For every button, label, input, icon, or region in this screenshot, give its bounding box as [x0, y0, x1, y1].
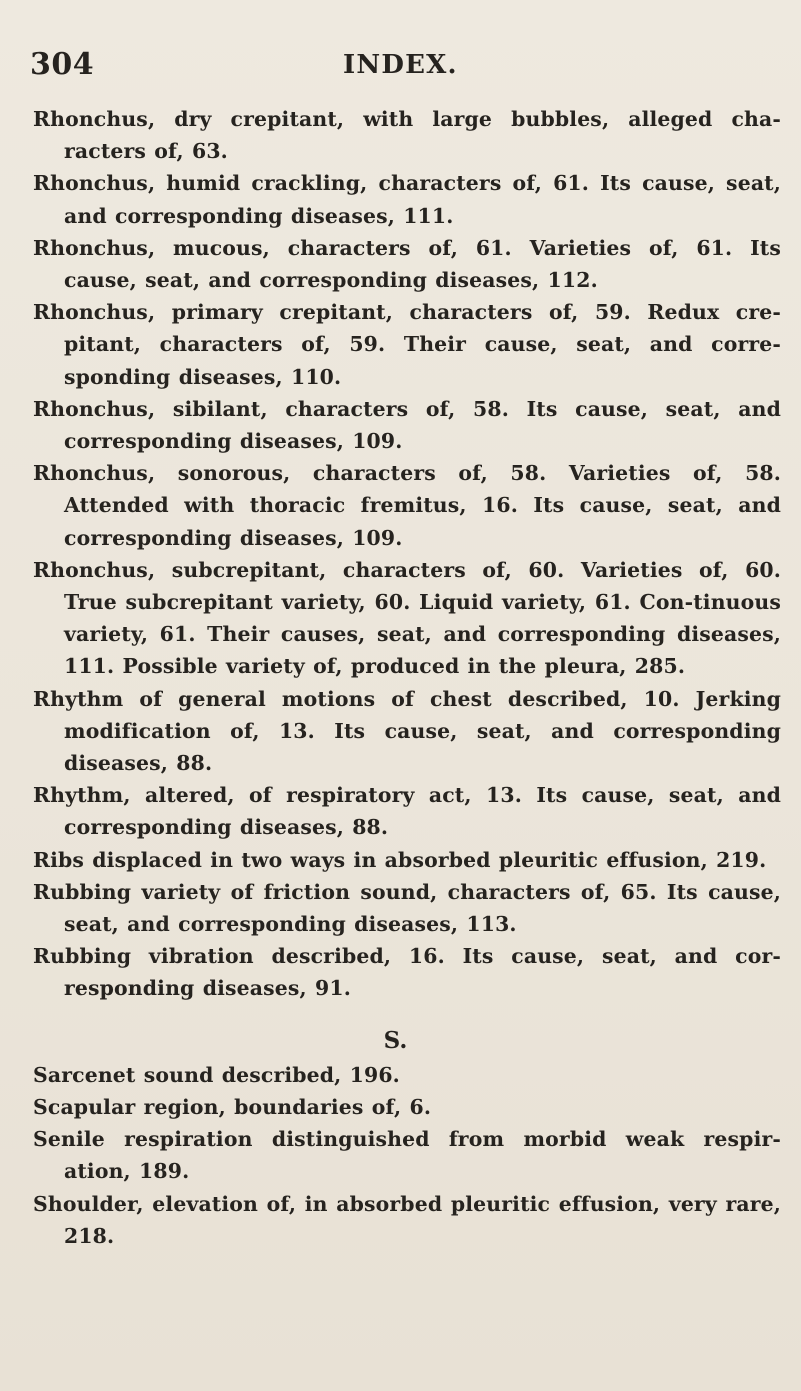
index-entry: Rubbing vibration described, 16. Its cause, seat, and cor-responding diseases, 91.	[33, 944, 781, 1001]
index-entry: Rhonchus, humid crackling, characters of, 61. Its cause, seat, and corresponding diseases, 111.	[33, 171, 781, 228]
running-head: INDEX.	[343, 50, 458, 80]
index-entry: Scapular region, boundaries of, 6.	[33, 1094, 432, 1119]
index-entry: Rhythm, altered, of respiratory act, 13. Its cause, seat, and corresponding diseases, 88.	[33, 783, 781, 840]
page-header	[30, 47, 771, 95]
section-heading-s: S.	[383, 1026, 408, 1054]
page-number: 304	[30, 47, 95, 82]
index-entry: Rhythm of general motions of chest described, 10. Jerking modification of, 13. Its cause, seat, and corresponding diseases, 88.	[33, 686, 781, 776]
index-entry: Rhonchus, dry crepitant, with large bubbles, alleged cha-racters of, 63.	[33, 107, 781, 164]
index-entry: Rhonchus, primary crepitant, characters of, 59. Redux cre-pitant, characters of, 59. Their cause, seat, and corre-sponding diseases, 110.	[33, 300, 781, 389]
index-entry: Rhonchus, sibilant, characters of, 58. Its cause, seat, and corresponding diseases, 109.	[33, 396, 781, 454]
index-content	[33, 103, 781, 1252]
index-entry: Senile respiration distinguished from morbid weak respir-ation, 189.	[33, 1127, 781, 1184]
index-entry: Rhonchus, subcrepitant, characters of, 60. Varieties of, 60. True subcrepitant variety, 60. Liquid variety, 61. Con-tinuous variety, 61. Their causes, seat, and corresponding diseases, 111. Possible variety of, produced in the pleura, 285.	[33, 557, 781, 679]
index-entry: Ribs displaced in two ways in absorbed pleuritic effusion, 219.	[33, 847, 767, 872]
index-entry: Rhonchus, mucous, characters of, 61. Varieties of, 61. Its cause, seat, and corresponding diseases, 112.	[33, 235, 781, 293]
index-entry: Rubbing variety of friction sound, characters of, 65. Its cause, seat, and corresponding diseases, 113.	[33, 879, 781, 937]
index-entry: Sarcenet sound described, 196.	[33, 1062, 400, 1087]
index-entry: Rhonchus, sonorous, characters of, 58. Varieties of, 58. Attended with thoracic fremitus, 16. Its cause, seat, and corresponding diseases, 109.	[33, 461, 781, 550]
index-entry: Shoulder, elevation of, in absorbed pleuritic effusion, very rare, 218.	[33, 1191, 781, 1248]
